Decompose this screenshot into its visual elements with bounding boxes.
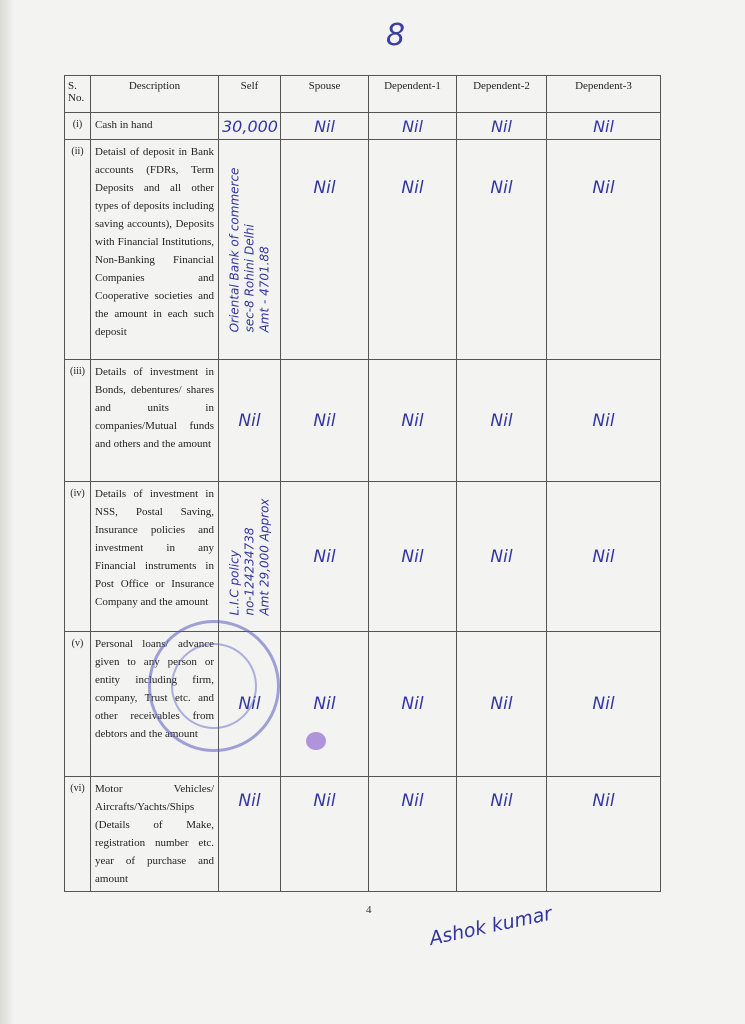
- rotated-handwriting: [227, 498, 272, 615]
- row-sno: (ii): [65, 140, 91, 360]
- page-footer-number: 4: [366, 904, 372, 916]
- handwritten-signature: Ashok kumar: [427, 902, 554, 950]
- row-description: Cash in hand: [91, 113, 219, 140]
- handwritten-line: sec-8 Rohini Delhi: [242, 223, 256, 332]
- self-value: [219, 140, 281, 360]
- scan-edge-shadow: [0, 0, 14, 1024]
- dependent-2-value: Nil: [457, 777, 547, 892]
- header-spouse: Spouse: [281, 76, 369, 113]
- self-value: Nil: [219, 777, 281, 892]
- spouse-value: Nil: [281, 777, 369, 892]
- dependent-3-value: Nil: [547, 482, 661, 632]
- handwritten-line: Amt - 4701.88: [257, 245, 271, 332]
- dependent-3-value: Nil: [547, 113, 661, 140]
- header-self: Self: [219, 76, 281, 113]
- table-row: [65, 113, 661, 140]
- table-row: [65, 482, 661, 632]
- self-value: 30,000: [219, 113, 281, 140]
- handwritten-line: Oriental Bank of commerce: [227, 167, 241, 332]
- dependent-1-value: Nil: [369, 777, 457, 892]
- notary-stamp-inner-ring: [171, 643, 257, 729]
- dependent-2-value: Nil: [457, 632, 547, 777]
- dependent-1-value: Nil: [369, 482, 457, 632]
- row-description: Personal loans/ advance given to any person or entity including firm, company, Trust etc. and other receivables from debtors and the amount: [91, 632, 219, 777]
- row-sno: (vi): [65, 777, 91, 892]
- handwritten-line: no-124234738: [242, 527, 256, 616]
- spouse-value: Nil: [281, 482, 369, 632]
- row-sno: (v): [65, 632, 91, 777]
- dependent-2-value: Nil: [457, 482, 547, 632]
- ink-smudge: [306, 732, 326, 750]
- handwritten-line: L.I.C policy: [227, 549, 241, 616]
- dependent-2-value: Nil: [457, 360, 547, 482]
- spouse-value: Nil: [281, 113, 369, 140]
- table-header-row: [65, 76, 661, 113]
- dependent-2-value: Nil: [457, 140, 547, 360]
- self-value: Nil: [219, 360, 281, 482]
- dependent-3-value: Nil: [547, 360, 661, 482]
- row-sno: (i): [65, 113, 91, 140]
- header-dependent-3: Dependent-3: [547, 76, 661, 113]
- self-value: Nil: [219, 632, 281, 777]
- dependent-1-value: Nil: [369, 632, 457, 777]
- spouse-value: Nil: [281, 360, 369, 482]
- dependent-1-value: Nil: [369, 360, 457, 482]
- self-value: [219, 482, 281, 632]
- row-sno: (iv): [65, 482, 91, 632]
- header-sno: S. No.: [65, 76, 91, 113]
- table-row: [65, 360, 661, 482]
- row-sno: (iii): [65, 360, 91, 482]
- spouse-value: Nil: [281, 632, 369, 777]
- rotated-handwriting: [227, 167, 272, 332]
- header-description: Description: [91, 76, 219, 113]
- dependent-1-value: Nil: [369, 113, 457, 140]
- header-dependent-2: Dependent-2: [457, 76, 547, 113]
- table-row: [65, 777, 661, 892]
- header-dependent-1: Dependent-1: [369, 76, 457, 113]
- row-description: Motor Vehicles/ Aircrafts/Yachts/Ships (Details of Make, registration number etc. year of purchase and amount: [91, 777, 219, 892]
- handwritten-line: Amt 29,000 Approx: [257, 497, 271, 616]
- dependent-3-value: Nil: [547, 632, 661, 777]
- handwritten-page-number: 8: [386, 18, 406, 53]
- row-description: Details of investment in Bonds, debentures/ shares and units in companies/Mutual funds and others and the amount: [91, 360, 219, 482]
- notary-stamp: [148, 620, 280, 752]
- table-row: [65, 140, 661, 360]
- spouse-value: Nil: [281, 140, 369, 360]
- asset-declaration-table: [64, 75, 660, 887]
- dependent-3-value: Nil: [547, 777, 661, 892]
- dependent-1-value: Nil: [369, 140, 457, 360]
- row-description: Detaisl of deposit in Bank accounts (FDRs, Term Deposits and all other types of deposits including saving accounts), Deposits with Financial Institutions, Non-Banking Financial Companies and Cooperative societies and the amount in each such deposit: [91, 140, 219, 360]
- dependent-2-value: Nil: [457, 113, 547, 140]
- dependent-3-value: Nil: [547, 140, 661, 360]
- row-description: Details of investment in NSS, Postal Saving, Insurance policies and investment in any Financial instruments in Post Office or Insurance Company and the amount: [91, 482, 219, 632]
